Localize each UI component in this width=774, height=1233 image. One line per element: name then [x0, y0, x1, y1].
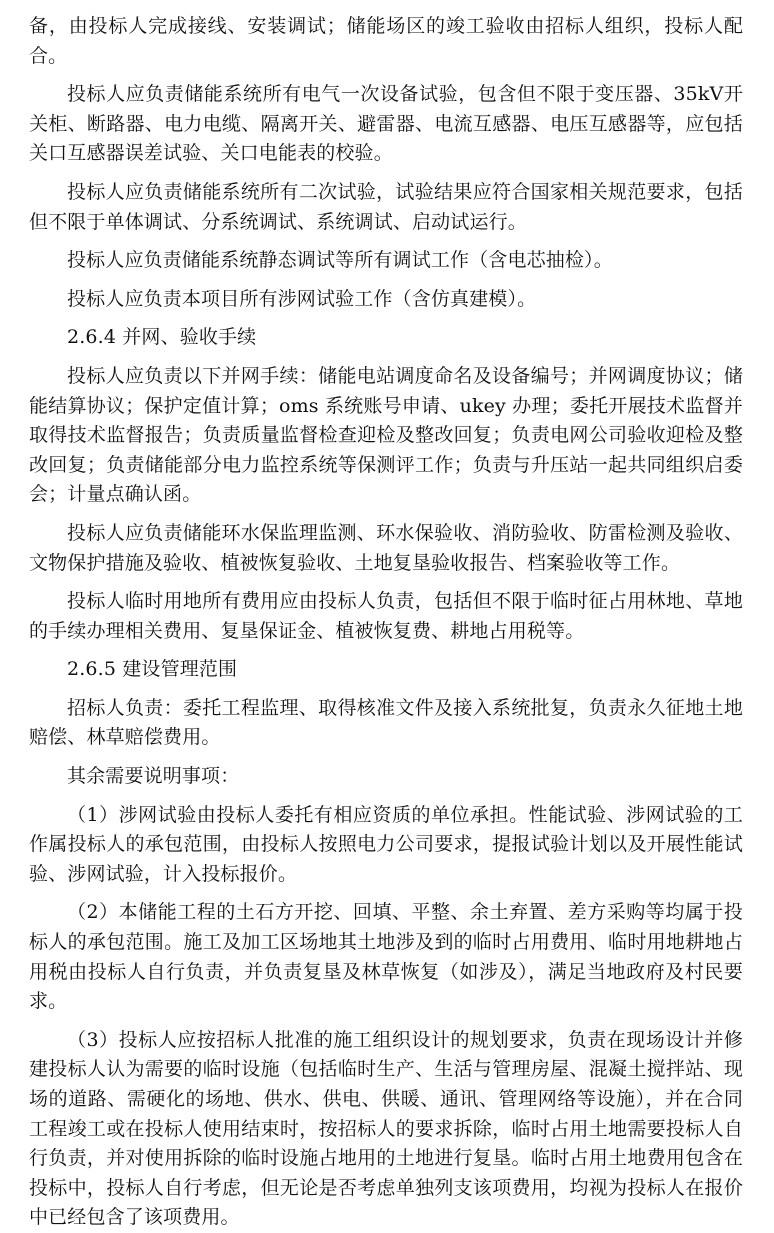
paragraph-tenderer-responsibilities: 招标人负责：委托工程监理、取得核准文件及接入系统批复，负责永久征地土地赔偿、林草赔偿费用。: [29, 696, 743, 749]
section-heading-2-6-4: 2.6.4 并网、验收手续: [67, 326, 257, 349]
paragraph-note-3: （3）投标人应按招标人批准的施工组织设计的规划要求，负责在现场设计并修建投标人认为需要的临时设施（包括临时生产、生活与管理房屋、混凝土搅拌站、现场的道路、需硬化的场地、供水、供电、供暖、通讯、管理网络等设施），并在合同工程竣工或在投标人使用结束时，按招标人的要求拆除，临时占用土地需要投标人自行负责，并对使用拆除的临时设施占地用的土地进行复垦。临时占用土地费用包含在投标中，投标人自行考虑，但无论是否考虑单独列支该项费用，均视为投标人在报价中已经包含了该项费用。: [29, 1028, 743, 1229]
paragraph-grid-tests: 投标人应负责本项目所有涉网试验工作（含仿真建模）。: [67, 287, 537, 310]
paragraph-static-debugging: 投标人应负责储能系统静态调试等所有调试工作（含电芯抽检）。: [67, 249, 613, 272]
document-page: [29, 12, 743, 1233]
paragraph-environmental-acceptance: 投标人应负责储能环水保监理监测、环水保验收、消防验收、防雷检测及验收、文物保护措施及验收、植被恢复验收、土地复垦验收报告、档案验收等工作。: [29, 521, 743, 574]
paragraph-secondary-tests: 投标人应负责储能系统所有二次试验，试验结果应符合国家相关规范要求，包括但不限于单体调试、分系统调试、系统调试、启动试运行。: [29, 180, 743, 233]
paragraph-temporary-land: 投标人临时用地所有费用应由投标人负责，包括但不限于临时征占用林地、草地的手续办理相关费用、复垦保证金、植被恢复费、耕地占用税等。: [29, 590, 743, 642]
paragraph-note-2: （2）本储能工程的土石方开挖、回填、平整、余土弃置、差方采购等均属于投标人的承包范围。施工及加工区场地其土地涉及到的临时占用费用、临时用地耕地占用税由投标人自行负责，并负责复垦及林草恢复（如涉及），满足当地政府及村民要求。: [29, 901, 743, 1013]
section-heading-2-6-5: 2.6.5 建设管理范围: [67, 658, 238, 681]
paragraph-note-1: （1）涉网试验由投标人委托有相应资质的单位承担。性能试验、涉网试验的工作属投标人的承包范围，由投标人按照电力公司要求，提报试验计划以及开展性能试验、涉网试验，计入投标报价。: [29, 803, 743, 885]
paragraph-primary-equipment-tests: 投标人应负责储能系统所有电气一次设备试验，包含但不限于变压器、35kV开关柜、断路器、电力电缆、隔离开关、避雷器、电流互感器、电压互感器等，应包括关口互感器误差试验、关口电能表的校验。: [29, 83, 743, 165]
paragraph-other-notes-heading: 其余需要说明事项：: [67, 765, 240, 788]
paragraph-grid-procedures: 投标人应负责以下并网手续：储能电站调度命名及设备编号；并网调度协议；储能结算协议；保护定值计算；oms 系统账号申请、ukey 办理；委托开展技术监督并取得技术监督报告；负责质量监督检查迎检及整改回复；负责电网公司验收迎检及整改回复；负责储能部分电力监控系统等保测评工作；负责与升压站一起共同组织启委会；计量点确认函。: [29, 364, 743, 506]
paragraph-acceptance-intro: 备，由投标人完成接线、安装调试；储能场区的竣工验收由招标人组织，投标人配合。: [29, 15, 743, 67]
